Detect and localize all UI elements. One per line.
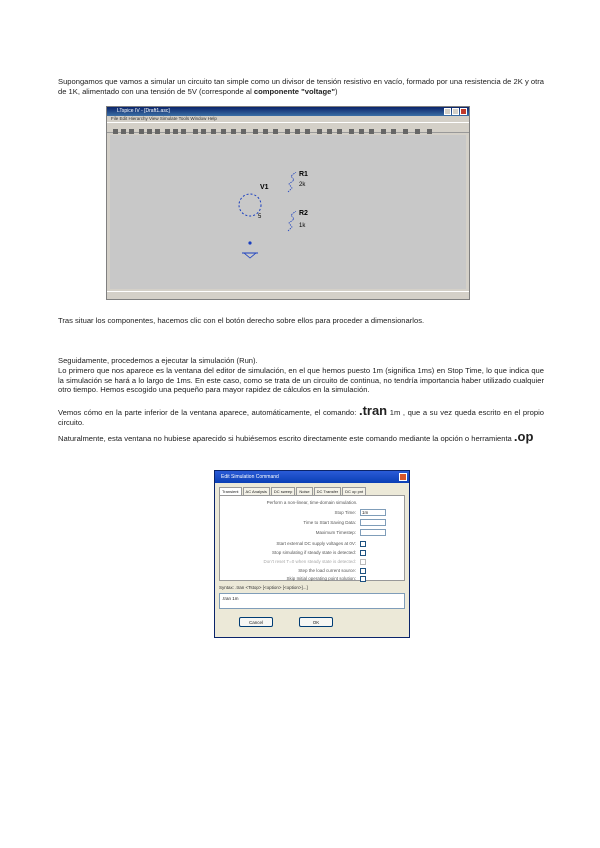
command-textbox[interactable]: .tran 1m <box>219 593 405 609</box>
checkbox-4[interactable] <box>360 568 366 574</box>
intro-paragraph: Supongamos que vamos a simular un circuito tan simple como un divisor de tensión resistivo en vacío, formado por una resistencia de 2K y otra de 1K, alimentado con una tensión de 5V (corresponde al componente "voltage") <box>58 77 544 96</box>
tran-command: .tran <box>358 403 388 418</box>
check-label-4: Step the load current source: <box>298 568 356 573</box>
ltspice-title: LTspice IV - [Draft1.asc] <box>117 108 170 114</box>
tab-dc-transfer[interactable]: DC Transfer <box>314 487 342 495</box>
simulation-dialog-screenshot <box>214 470 410 638</box>
schematic-canvas[interactable] <box>110 135 466 289</box>
close-icon[interactable] <box>460 108 467 115</box>
checkbox-2[interactable] <box>360 550 366 556</box>
max-timestep-input[interactable] <box>360 529 386 536</box>
tab-dc-op-pnt[interactable]: DC op pnt <box>342 487 366 495</box>
transient-panel <box>219 495 405 581</box>
check-label-5: Skip Initial operating point solution: <box>286 576 356 581</box>
r2-label: R2 <box>299 210 308 217</box>
caption-components: Tras situar los componentes, hacemos clic con el botón derecho sobre ellos para proceder a dimensionarlos. <box>58 316 425 325</box>
ltspice-toolbar[interactable] <box>107 122 469 133</box>
ltspice-window-screenshot <box>106 106 470 300</box>
ltspice-menu-bar[interactable]: File Edit Hierarchy View Simulate Tools Window Help <box>111 116 217 121</box>
dialog-title: Edit Simulation Command <box>221 474 279 480</box>
syntax-text: Syntax: .tran <Tstop> [<option> [<option>]...] <box>219 585 308 590</box>
check-label-2: Stop simulating if steady state is detected: <box>271 550 356 555</box>
start-saving-label: Time to Start Saving Data: <box>303 520 356 525</box>
ok-button[interactable]: OK <box>299 617 333 627</box>
tab-dc-sweep[interactable]: DC sweep <box>271 487 295 495</box>
resistor-r1-icon[interactable] <box>286 172 300 196</box>
dialog-tabs <box>219 487 367 495</box>
v1-value: 5 <box>258 214 262 220</box>
dialog-title-bar <box>215 471 409 483</box>
v1-label: V1 <box>260 184 269 191</box>
stop-time-label: Stop Time: <box>334 510 356 515</box>
resistor-r2-icon[interactable] <box>286 211 300 235</box>
max-timestep-label: Maximum Timestep: <box>315 530 356 535</box>
paragraph-op: Naturalmente, esta ventana no hubiese aparecido si hubiésemos escrito directamente este comando mediante la opción o herramienta .op <box>58 429 534 444</box>
tab-ac-analysis[interactable]: AC Analysis <box>243 487 270 495</box>
check-label-1: Start external DC supply voltages at 0V: <box>276 541 356 546</box>
checkbox-3[interactable] <box>360 559 366 565</box>
cancel-button[interactable]: Cancel <box>239 617 273 627</box>
paragraph-editor: Lo primero que nos aparece es la ventana del editor de simulación, en el que hemos puesto 1m (significa 1ms) en Stop Time, lo que indica que la simulación se hará a lo largo de 1ms. En este caso, como se trata de un circuito de continua, no tendría importancia haber utilizado cualquier otro tiempo. Hemos escogido una pequeño para mayor rapidez de cálculos en la simulación. <box>58 366 544 395</box>
r1-value: 2k <box>299 182 306 188</box>
tab-transient[interactable]: Transient <box>219 487 242 495</box>
ltspice-title-bar <box>107 107 469 116</box>
checkbox-5[interactable] <box>360 576 366 582</box>
maximize-icon[interactable] <box>452 108 459 115</box>
r2-value: 1k <box>299 223 306 229</box>
intro-bold: componente "voltage" <box>253 86 335 96</box>
ltspice-status-bar <box>107 291 469 299</box>
checkbox-1[interactable] <box>360 541 366 547</box>
start-saving-input[interactable] <box>360 519 386 526</box>
r1-label: R1 <box>299 171 308 178</box>
paragraph-tran: Vemos cómo en la parte inferior de la ventana aparece, automáticamente, el comando: .tran 1m , que a su vez queda escrito en el propio circuito. <box>58 403 545 427</box>
close-icon[interactable] <box>399 473 407 481</box>
check-label-3: Don't reset T=0 when steady state is detected: <box>263 559 356 564</box>
paragraph-run: Seguidamente, procedemos a ejecutar la simulación (Run). <box>58 356 258 365</box>
panel-heading: Perform a non-linear, time-domain simulation. <box>266 500 358 505</box>
op-command: .op <box>513 429 534 444</box>
stop-time-input[interactable]: 1m <box>360 509 386 516</box>
tab-noise[interactable]: Noise <box>296 487 312 495</box>
minimize-icon[interactable] <box>444 108 451 115</box>
